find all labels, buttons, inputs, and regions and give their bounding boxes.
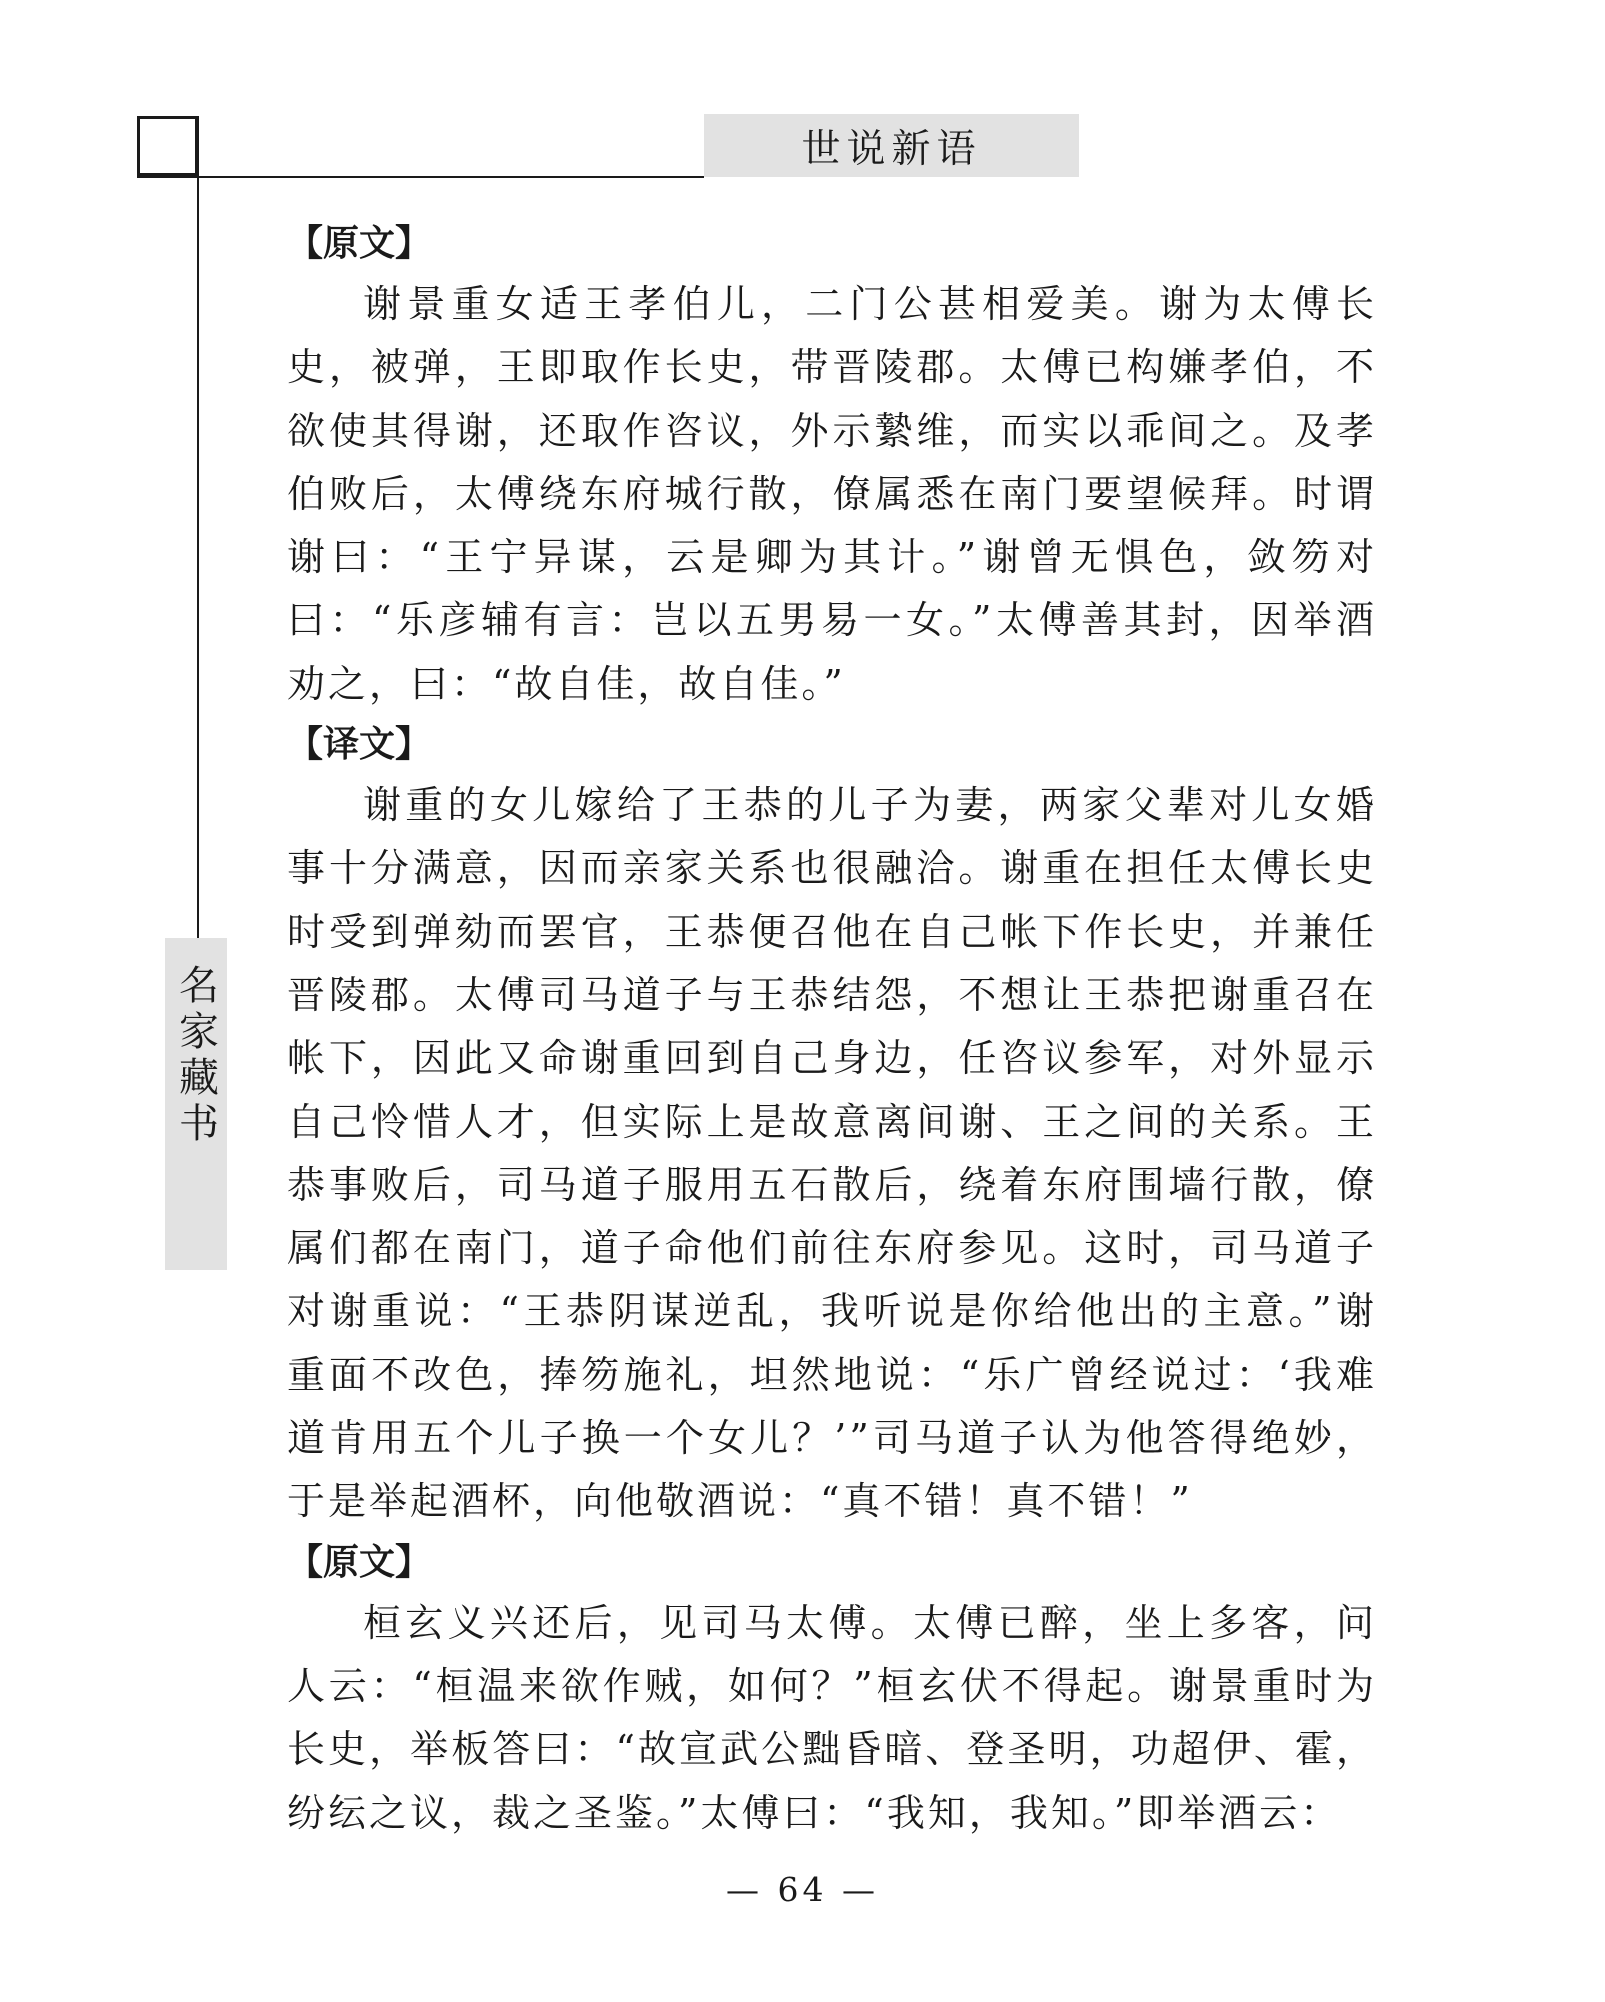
header-rule-line	[137, 176, 704, 178]
book-title: 世说新语	[801, 126, 982, 172]
page-number: — 64 —	[726, 1870, 879, 1909]
spine-rule-line	[197, 116, 199, 938]
section-heading-original-1: 【原文】	[287, 223, 432, 264]
page-body	[287, 215, 1377, 1845]
series-label: 名家藏书	[172, 964, 219, 1148]
section-heading-original-2: 【原文】	[287, 1541, 432, 1583]
translation-paragraph-1: 谢重的女儿嫁给了王恭的儿子为妻，两家父辈对儿女婚事十分满意，因而亲家关系也很融洽。谢重在担任太傅长史时受到弹劾而罢官，王恭便召他在自己帐下作长史，并兼任晋陵郡。太傅司马道子与王恭结怨，不想让王恭把谢重召在帐下，因此又命谢重回到自己身边，任咨议参军，对外显示自己怜惜人才，但实际上是故意离间谢、王之间的关系。王恭事败后，司马道子服用五石散后，绕着东府围墙行散，僚属们都在南门，道子命他们前往东府参见。这时，司马道子对谢重说：“王恭阴谋逆乱，我听说是你给他出的主意。”谢重面不改色，捧笏施礼，坦然地说：“乐广曾经说过：‘我难道肯用五个儿子换一个女儿？’”司马道子认为他答得绝妙，于是举起酒杯，向他敬酒说：“真不错！真不错！”	[287, 783, 1377, 1524]
original-text-paragraph-2: 桓玄义兴还后，见司马太傅。太傅已醉，坐上多客，问人云：“桓温来欲作贼，如何？”桓玄伏不得起。谢景重时为长史，举板答曰：“故宣武公黜昏暗、登圣明，功超伊、霍，纷纭之议，裁之圣鉴。”太傅曰：“我知，我知。”即举酒云：	[287, 1600, 1377, 1835]
original-text-paragraph-1: 谢景重女适王孝伯儿，二门公甚相爱美。谢为太傅长史，被弹，王即取作长史，带晋陵郡。太傅已构嫌孝伯，不欲使其得谢，还取作咨议，外示縶维，而实以乖间之。及孝伯败后，太傅绕东府城行散，僚属悉在南门要望候拜。时谓谢曰：“王宁异谋，云是卿为其计。”谢曾无惧色，敛笏对曰：“乐彦辅有言：岂以五男易一女。”太傅善其封，因举酒劝之，曰：“故自佳，故自佳。”	[287, 282, 1377, 706]
series-side-tab	[165, 938, 227, 1270]
section-heading-translation-1: 【译文】	[287, 724, 432, 766]
running-header	[704, 114, 1079, 177]
corner-frame-box	[137, 116, 198, 176]
